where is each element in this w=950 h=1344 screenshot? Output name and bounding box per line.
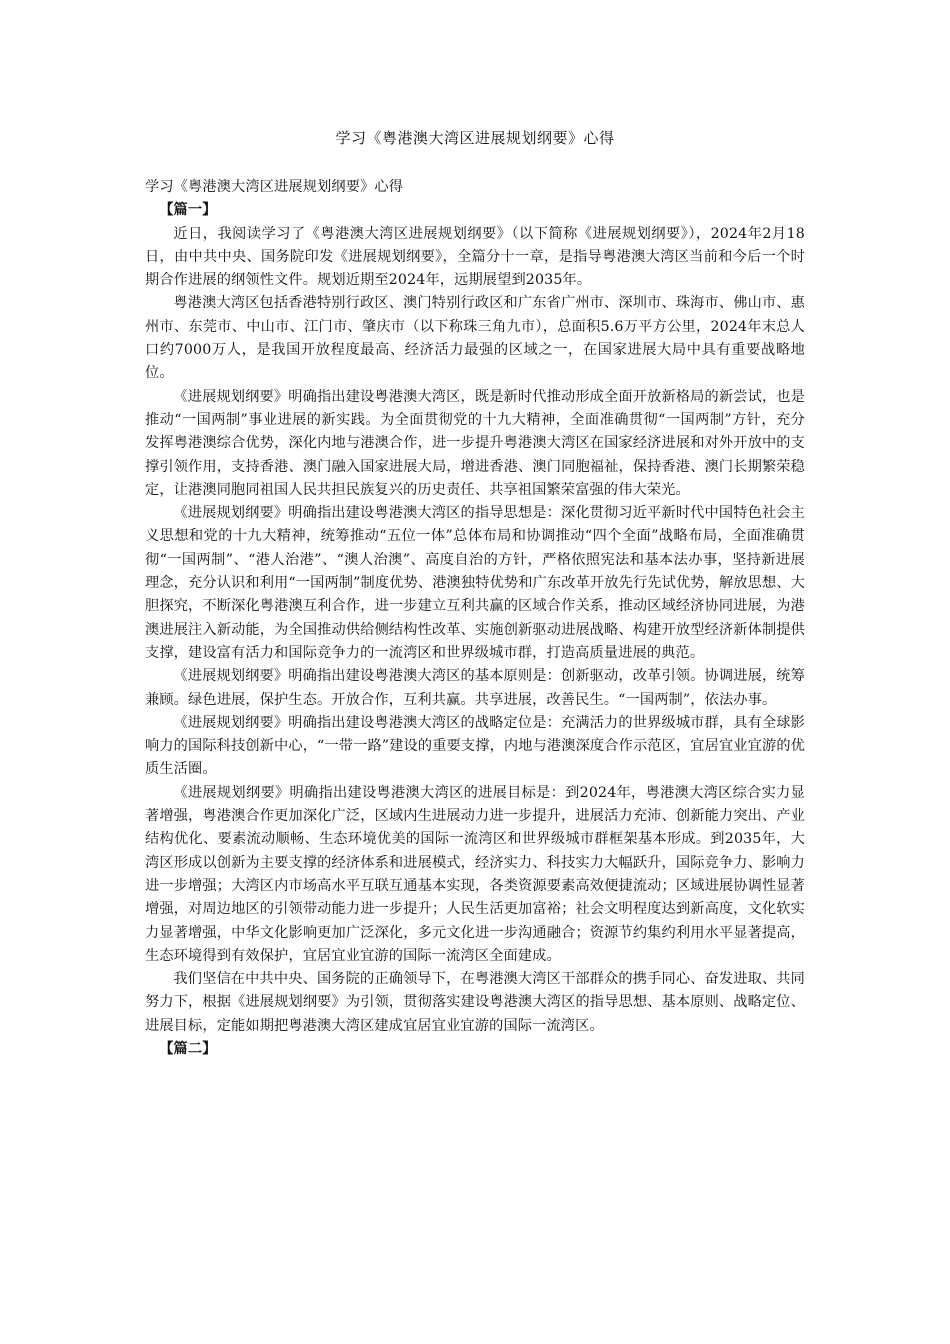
paragraph: 《进展规划纲要》明确指出建设粤港澳大湾区，既是新时代推动形成全面开放新格局的新尝试，也是推动“一国两制”事业进展的新实践。为全面贯彻党的十九大精神，全面准确贯彻“一国两制”方针，充分发挥粤港澳综合优势，深化内地与港澳合作，进一步提升粤港澳大湾区在国家经济进展和对外开放中的支撑引领作用，支持香港、澳门融入国家进展大局，增进香港、澳门同胞福祉，保持香港、澳门长期繁荣稳定，让港澳同胞同祖国人民共担民族复兴的历史责任、共享祖国繁荣富强的伟大荣光。	[145, 388, 805, 498]
paragraph: 《进展规划纲要》明确指出建设粤港澳大湾区的战略定位是：充满活力的世界级城市群，具有全球影响力的国际科技创新中心，“一带一路”建设的重要支撑，内地与港澳深度合作示范区，宜居宜业宜游的优质生活圈。	[145, 714, 805, 778]
paragraph: 《进展规划纲要》明确指出建设粤港澳大湾区的进展目标是：到2024年，粤港澳大湾区综合实力显著增强，粤港澳合作更加深化广泛，区域内生进展动力进一步提升，进展活力充沛、创新能力突出、产业结构优化、要素流动顺畅、生态环境优美的国际一流湾区和世界级城市群框架基本形成。到2035年，大湾区形成以创新为主要支撑的经济体系和进展模式，经济实力、科技实力大幅跃升，国际竞争力、影响力进一步增强；大湾区内市场高水平互联互通基本实现，各类资源要素高效便捷流动；区域进展协调性显著增强，对周边地区的引领带动能力进一步提升；人民生活更加富裕；社会文明程度达到新高度，文化软实力显著增强，中华文化影响更加广泛深化，多元文化进一步沟通融合；资源节约集约利用水平显著提高，生态环境得到有效保护，宜居宜业宜游的国际一流湾区全面建成。	[145, 784, 805, 964]
section-two-label: 【篇二】	[159, 1040, 217, 1057]
paragraph: 粤港澳大湾区包括香港特别行政区、澳门特别行政区和广东省广州市、深圳市、珠海市、佛山市、惠州市、东莞市、中山市、江门市、肇庆市（以下称珠三角九市），总面积5.6万平方公里，2024年末总人口约7000万人，是我国开放程度最高、经济活力最强的区域之一，在国家进展大局中具有重要战略地位。	[145, 295, 805, 382]
paragraph: 我们坚信在中共中央、国务院的正确领导下，在粤港澳大湾区干部群众的携手同心、奋发进取、共同努力下，根据《进展规划纲要》为引领，贯彻落实建设粤港澳大湾区的指导思想、基本原则、战略定位、进展目标，定能如期把粤港澳大湾区建成宜居宜业宜游的国际一流湾区。	[145, 971, 805, 1034]
paragraph: 近日，我阅读学习了《粤港澳大湾区进展规划纲要》（以下简称《进展规划纲要》），2024年2月18日，由中共中央、国务院印发《进展规划纲要》，全篇分十一章，是指导粤港澳大湾区当前和今后一个时期合作进展的纲领性文件。规划近期至2024年，远期展望到2035年。	[145, 225, 805, 289]
document-subtitle: 学习《粤港澳大湾区进展规划纲要》心得	[145, 179, 404, 195]
document-title: 学习《粤港澳大湾区进展规划纲要》心得	[335, 129, 615, 147]
document-body	[145, 176, 805, 1061]
paragraph: 《进展规划纲要》明确指出建设粤港澳大湾区的指导思想是：深化贯彻习近平新时代中国特色社会主义思想和党的十九大精神，统筹推动“五位一体”总体布局和协调推动“四个全面”战略布局，全面准确贯彻“一国两制”、“港人治港”、“澳人治澳”、高度自治的方针，严格依照宪法和基本法办事，坚持新进展理念，充分认识和利用“一国两制”制度优势、港澳独特优势和广东改革开放先行先试优势，解放思想、大胆探究，不断深化粤港澳互利合作，进一步建立互利共赢的区域合作关系，推动区域经济协同进展，为港澳进展注入新动能，为全国推动供给侧结构性改革、实施创新驱动进展战略、构建开放型经济新体制提供支撑，建设富有活力和国际竞争力的一流湾区和世界级城市群，打造高质量进展的典范。	[145, 505, 805, 661]
paragraph: 《进展规划纲要》明确指出建设粤港澳大湾区的基本原则是：创新驱动，改革引领。协调进展，统筹兼顾。绿色进展，保护生态。开放合作，互利共赢。共享进展，改善民生。“一国两制”，依法办事。	[145, 668, 805, 708]
section-one-label: 【篇一】	[159, 202, 217, 219]
